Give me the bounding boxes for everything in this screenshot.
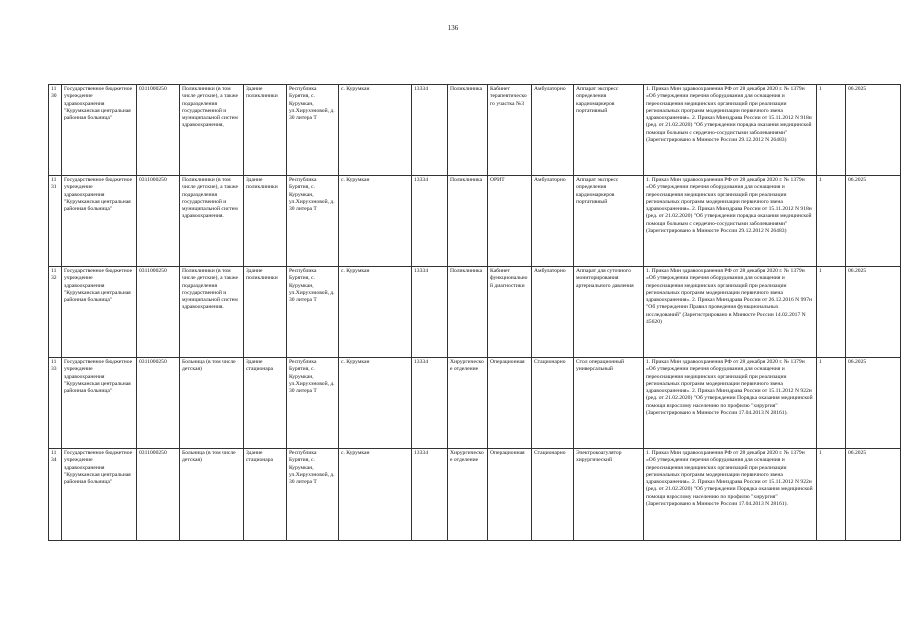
facility-profile: Поликлиники (в том числе детские), а также подразделения государственной и муниципальной систем здравоохранения. (180, 176, 244, 267)
legal-basis: 1. Приказ Мин здравоохранения РФ от 28 декабря 2020 г. № 1379н «Об утверждении перечня оборудования для оснащения и переоснащения медицинских организаций при реализации региональных программ модернизации первичного звена здравоохранения». 2. Приказ Минздрава России от 15.11.2012 N 922н (ред. от 21.02.2020) "Об утверждении Порядка оказания медицинской помощи взрослому населению по профилю "хирургия" (Зарегистрировано в Минюсте России 17.04.2013 N 28161). (644, 358, 817, 449)
organization-code: 0311000250 (137, 85, 180, 176)
facility-id: 13334 (412, 176, 448, 267)
room: Операционная (488, 449, 532, 541)
organization-code: 0311000250 (137, 358, 180, 449)
row-number: 1131 (49, 176, 62, 267)
equipment-name: Аппарат экспресс определения кардиомаркеров портативный (574, 176, 644, 267)
address: Республика Бурятия, с. Курумкан, ул.Хирухэновой, д. 30 литера Т (287, 449, 339, 541)
organization-name: Государственное бюджетное учреждение здравоохранения "Курумканская центральная районная больница" (62, 85, 137, 176)
care-type: Стационарно (532, 358, 574, 449)
building-type: Здание поликлиники (244, 267, 287, 358)
organization-name: Государственное бюджетное учреждение здравоохранения "Курумканская центральная районная больница" (62, 267, 137, 358)
locality: с. Курумкан (339, 176, 412, 267)
facility-id: 13334 (412, 358, 448, 449)
organization-name: Государственное бюджетное учреждение здравоохранения "Курумканская центральная районная больница" (62, 449, 137, 541)
delivery-date: 06.2025 (846, 176, 901, 267)
facility-id: 13334 (412, 85, 448, 176)
equipment-name: Аппарат экспресс определения кардиомаркеров портативный (574, 85, 644, 176)
row-number: 1132 (49, 267, 62, 358)
legal-basis: 1. Приказ Мин здравоохранения РФ от 28 декабря 2020 г. № 1379н «Об утверждении перечня оборудования для оснащения и переоснащения медицинских организаций при реализации региональных программ модернизации первичного звена здравоохранения». 2. Приказ Минздрава России от 15.11.2012 N 922н (ред. от 21.02.2020) "Об утверждении Порядка оказания медицинской помощи взрослому населению по профилю "хирургия" (Зарегистрировано в Минюсте России 17.04.2013 N 28161). (644, 449, 817, 541)
table-row (49, 85, 901, 176)
delivery-date: 06.2025 (846, 449, 901, 541)
room: Кабинет функциональной диагностики (488, 267, 532, 358)
building-type: Здание стационара (244, 358, 287, 449)
address: Республика Бурятия, с. Курумкан, ул.Хирухэновой, д. 30 литера Т (287, 85, 339, 176)
quantity: 1 (817, 176, 846, 267)
table-row (49, 449, 901, 541)
room: Операционная (488, 358, 532, 449)
care-type: Амбулаторно (532, 85, 574, 176)
locality: с. Курумкан (339, 449, 412, 541)
locality: с. Курумкан (339, 358, 412, 449)
delivery-date: 06.2025 (846, 85, 901, 176)
delivery-date: 06.2025 (846, 267, 901, 358)
organization-code: 0311000250 (137, 449, 180, 541)
page-number: 136 (447, 24, 459, 32)
legal-basis: 1. Приказ Мин здравоохранения РФ от 28 декабря 2020 г. № 1379н «Об утверждении перечня оборудования для оснащения и переоснащения медицинских организаций при реализации региональных программ модернизации первичного звена здравоохранения». 2. Приказ Минздрава России от 15.11.2012 N 918н (ред. от 21.02.2020) "Об утверждении порядка оказания медицинской помощи больным с сердечно-сосудистыми заболеваниями" (Зарегистрировано в Минюсте России 29.12.2012 N 26483) (644, 85, 817, 176)
organization-code: 0311000250 (137, 267, 180, 358)
facility-profile: Поликлиники (в том числе детские), а также подразделения государственной и муниципальной систем здравоохранения, (180, 85, 244, 176)
locality: с. Курумкан (339, 85, 412, 176)
locality: с. Курумкан (339, 267, 412, 358)
legal-basis: 1. Приказ Мин здравоохранения РФ от 28 декабря 2020 г. № 1379н «Об утверждении перечня оборудования для оснащения и переоснащения медицинских организаций при реализации региональных программ модернизации первичного звена здравоохранения». 2. Приказ Минздрава России от 26.12.2016 N 997н "Об утверждении Правил проведения функциональных исследований" (Зарегистрировано в Минюсте России 14.02.2017 N 45620) (644, 267, 817, 358)
address: Республика Бурятия, с. Курумкан, ул.Хирухэновой, д. 30 литера Т (287, 267, 339, 358)
department: Хирургическое отделение (448, 358, 488, 449)
table-row (49, 358, 901, 449)
quantity: 1 (817, 449, 846, 541)
row-number: 1130 (49, 85, 62, 176)
address: Республика Бурятия, с. Курумкан, ул.Хирухэновой, д. 30 литера Т (287, 358, 339, 449)
department: Поликлиника (448, 267, 488, 358)
organization-name: Государственное бюджетное учреждение здравоохранения "Курумканская центральная районная больница" (62, 358, 137, 449)
equipment-name: Электрокоагулятор хирургический (574, 449, 644, 541)
facility-id: 13334 (412, 267, 448, 358)
department: Поликлиника (448, 85, 488, 176)
facility-id: 13334 (412, 449, 448, 541)
table-row (49, 267, 901, 358)
delivery-date: 06.2025 (846, 358, 901, 449)
building-type: Здание поликлиники (244, 176, 287, 267)
building-type: Здание поликлиники (244, 85, 287, 176)
care-type: Амбулаторно (532, 267, 574, 358)
care-type: Стационарно (532, 449, 574, 541)
building-type: Здание стационара (244, 449, 287, 541)
room: ОРИТ (488, 176, 532, 267)
address: Республика Бурятия, с. Курумкан, ул.Хирухэновой, д. 30 литера Т (287, 176, 339, 267)
care-type: Амбулаторно (532, 176, 574, 267)
facility-profile: Больница (в том числе детская) (180, 358, 244, 449)
legal-basis: 1. Приказ Мин здравоохранения РФ от 28 декабря 2020 г. № 1379н «Об утверждении перечня оборудования для оснащения и переоснащения медицинских организаций при реализации региональных программ модернизации первичного звена здравоохранения». 2. Приказ Минздрава России от 15.11.2012 N 918н (ред. от 21.02.2020) "Об утверждении порядка оказания медицинской помощи больным с сердечно-сосудистыми заболеваниями" (Зарегистрировано в Минюсте России 29.12.2012 N 26483) (644, 176, 817, 267)
department: Хирургическое отделение (448, 449, 488, 541)
row-number: 1134 (49, 449, 62, 541)
quantity: 1 (817, 267, 846, 358)
organization-name: Государственное бюджетное учреждение здравоохранения "Курумканская центральная районная больница" (62, 176, 137, 267)
quantity: 1 (817, 85, 846, 176)
table-row (49, 176, 901, 267)
facility-profile: Больница (в том числе детская) (180, 449, 244, 541)
room: Кабинет терапевтическо го участка №3 (488, 85, 532, 176)
equipment-table (48, 84, 901, 541)
organization-code: 0311000250 (137, 176, 180, 267)
facility-profile: Поликлиники (в том числе детские), а также подразделения государственной и муниципальной систем здравоохранения. (180, 267, 244, 358)
equipment-name: Стол операционный универсальный (574, 358, 644, 449)
row-number: 1133 (49, 358, 62, 449)
quantity: 1 (817, 358, 846, 449)
department: Поликлиника (448, 176, 488, 267)
equipment-name: Аппарат для суточного мониторирования артериального давления (574, 267, 644, 358)
